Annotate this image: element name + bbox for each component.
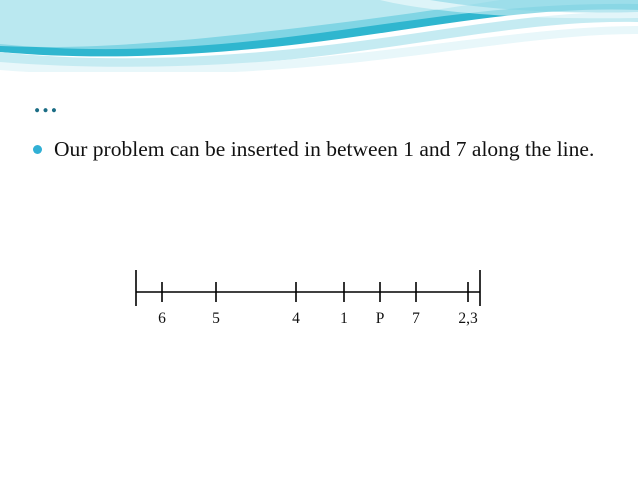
decorative-banner (0, 0, 638, 72)
number-line-tick-label: 4 (292, 310, 300, 327)
number-line-tick-label: 6 (158, 310, 166, 327)
number-line-tick-label: 7 (412, 310, 420, 327)
number-line-tick-labels (120, 310, 520, 334)
number-line-tick-label: 1 (340, 310, 348, 327)
number-line-tick-label: 5 (212, 310, 220, 327)
bullet-dot-icon (33, 145, 42, 154)
number-line-tick-label: P (375, 310, 385, 327)
slide-ellipsis: … (33, 91, 60, 118)
number-line-tick-label: 2,3 (458, 310, 478, 327)
bullet-item-label: Our problem can be inserted in between 1 and 7 along the line. (54, 137, 595, 161)
bullet-list-item (33, 135, 613, 164)
